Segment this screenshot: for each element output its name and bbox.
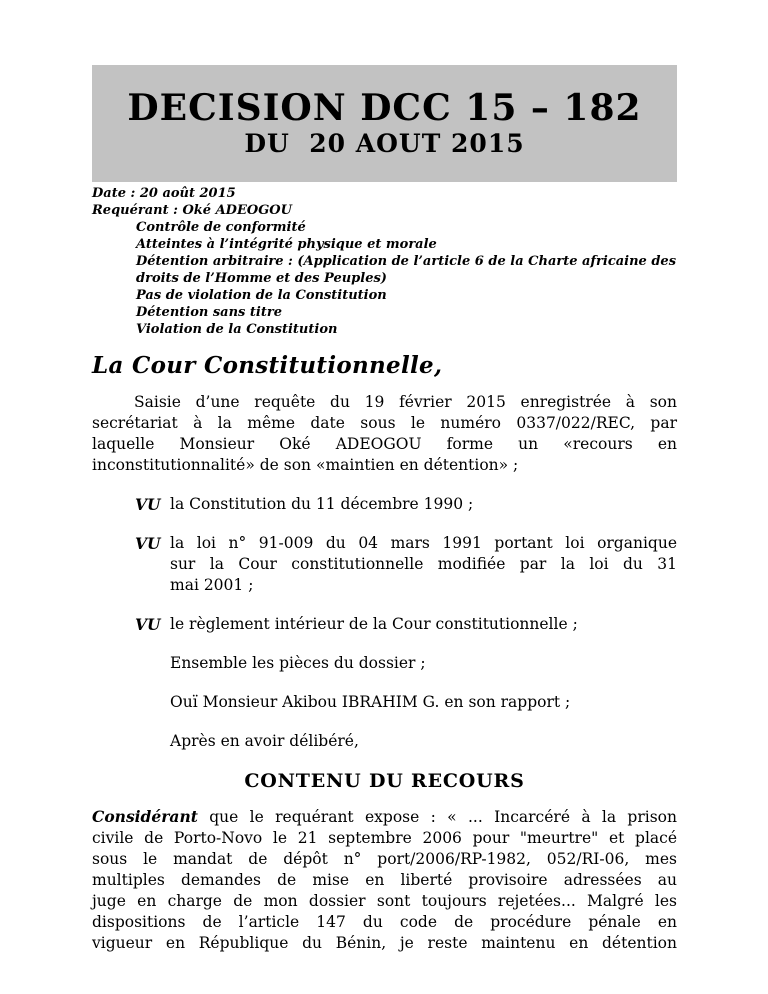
intro-line: secrétariat à la même date sous le numéro 0337/022/REC, par <box>92 414 677 432</box>
meta-keyword: Atteintes à l’intégrité physique et morale <box>136 237 437 252</box>
considerant-line <box>92 806 677 828</box>
vu-label: VU <box>135 534 161 553</box>
vu-line: le règlement intérieur de la Cour constitutionnelle ; <box>170 615 578 633</box>
vu-item <box>135 614 677 635</box>
decision-date-title: DU 20 AOUT 2015 <box>244 129 525 159</box>
considerant-line: civile de Porto-Novo le 21 septembre 2006 pour "meurtre" et placé <box>92 829 677 847</box>
intro-line: inconstitutionnalité» de son «maintien en détention» ; <box>92 456 519 474</box>
metadata-block <box>92 185 677 338</box>
decision-header-box <box>92 65 677 182</box>
vu-line: la loi n° 91-009 du 04 mars 1991 portant loi organique <box>170 534 677 552</box>
procedural-line-rapporteur: Ouï Monsieur Akibou IBRAHIM G. en son rapport ; <box>170 693 571 711</box>
vu-label: VU <box>135 615 161 634</box>
meta-keyword: Détention arbitraire : (Application de l’article 6 de la Charte africaine des droits de l’Homme et des Peuples) <box>136 254 677 286</box>
vu-content <box>170 494 677 515</box>
vu-item <box>135 494 677 515</box>
vu-line: sur la Cour constitutionnelle modifiée par la loi du 31 <box>170 555 677 573</box>
considerant-line: vigueur en République du Bénin, je reste maintenu en détention <box>92 934 677 952</box>
procedural-line-pieces: Ensemble les pièces du dossier ; <box>170 654 426 672</box>
considerant-line: juge en charge de mon dossier sont toujours rejetées... Malgré les <box>92 892 677 910</box>
meta-keyword: Détention sans titre <box>136 305 282 320</box>
court-heading: La Cour Constitutionnelle, <box>92 352 443 379</box>
meta-keyword: Pas de violation de la Constitution <box>136 288 387 303</box>
intro-paragraph <box>92 392 677 476</box>
vu-item <box>135 533 677 596</box>
decision-title: DECISION DCC 15 – 182 <box>127 86 642 129</box>
vu-content <box>170 533 677 596</box>
intro-line: laquelle Monsieur Oké ADEOGOU forme un «recours en <box>92 435 677 453</box>
vu-line: mai 2001 ; <box>170 576 254 594</box>
considerant-paragraph <box>92 806 677 954</box>
considerant-line: sous le mandat de dépôt n° port/2006/RP-1982, 052/RI-06, mes <box>92 850 677 868</box>
considerant-line: multiples demandes de mise en liberté provisoire adressées au <box>92 871 677 889</box>
meta-date-line: Date : 20 août 2015 <box>92 186 236 201</box>
procedural-line-delibere: Après en avoir délibéré, <box>170 732 359 750</box>
meta-keyword: Contrôle de conformité <box>136 220 306 235</box>
vu-line: la Constitution du 11 décembre 1990 ; <box>170 495 474 513</box>
considerant-line-rest: que le requérant expose : « ... Incarcéré à la prison <box>209 808 677 826</box>
section-heading: CONTENU DU RECOURS <box>244 770 525 792</box>
vu-label: VU <box>135 495 161 514</box>
intro-line: Saisie d’une requête du 19 février 2015 enregistrée à son <box>134 393 677 411</box>
considerant-line: dispositions de l’article 147 du code de procédure pénale en <box>92 913 677 931</box>
considerant-lead: Considérant <box>92 807 198 826</box>
vu-content <box>170 614 677 635</box>
meta-requerant-line: Requérant : Oké ADEOGOU <box>92 203 292 218</box>
meta-keyword: Violation de la Constitution <box>136 322 338 337</box>
